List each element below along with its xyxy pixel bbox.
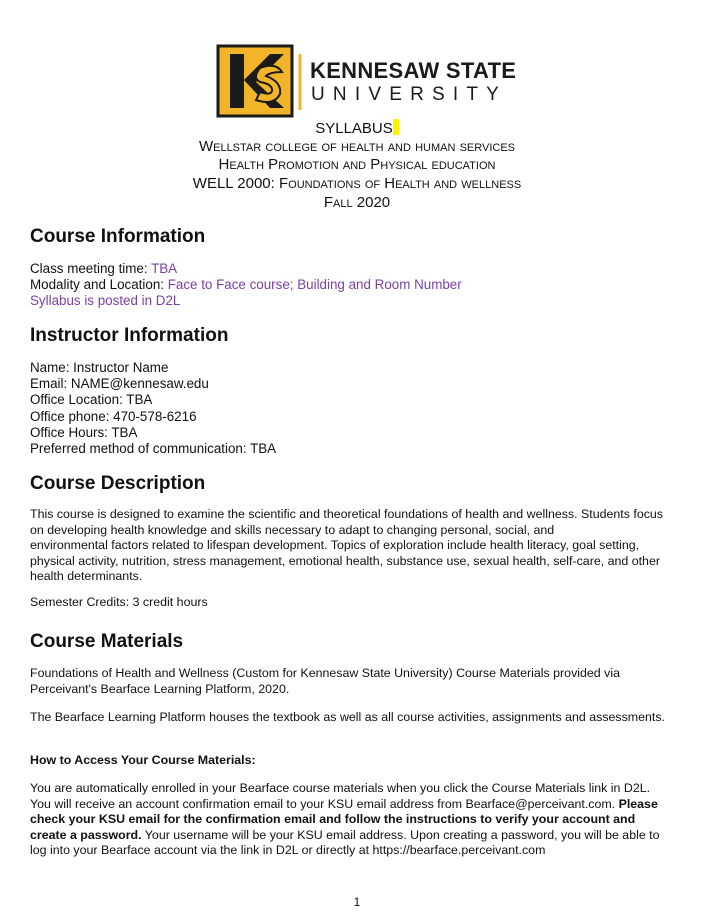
instructor-body [30,360,695,457]
course-info-heading: Course Information [30,226,206,247]
office-location: Office Location: TBA [30,392,153,408]
highlight-mark [393,119,399,135]
instructor-email: Email: NAME@kennesaw.edu [30,376,209,392]
preferred-communication: Preferred method of communication: TBA [30,441,277,457]
ksu-logo [216,44,517,118]
meeting-time: Class meeting time: TBA [30,261,178,276]
term: Fall 2020 [323,194,391,211]
college-name: Wellstar college of health and human services [198,138,516,155]
materials-heading: Course Materials [30,631,184,652]
course-title: WELL 2000: Foundations of Health and wellness [192,175,522,192]
materials-paragraph-2: The Bearface Learning Platform houses the textbook as well as all course activities, assignments and assessments. [30,710,665,724]
access-heading: How to Access Your Course Materials: [30,753,256,767]
logo-line1: KENNESAW STATE [310,58,517,83]
semester-credits: Semester Credits: 3 credit hours [30,595,208,609]
page-number: 1 [353,895,361,909]
materials-paragraph-1: Foundations of Health and Wellness (Custom for Kennesaw State University) Course Materials provided via Perceivant's Bearface Learning Platform, 2020. [30,666,620,696]
department-name: Health Promotion and Physical education [218,156,496,173]
instructor-heading: Instructor Information [30,325,229,346]
course-info-body [30,261,695,310]
logo-line2: UNIVERSITY [311,84,508,105]
access-instructions: You are automatically enrolled in your Bearface course materials when you click the Course Materials link in D2L. You will receive an account confirmation email to your KSU email address from Bearface@perceivant.com. Please check your KSU email for the confirmation email and follow the instructions to verify your account and create a password. Your username will be your KSU email address. Upon creating a password, you will be able to log into your Bearface account via the link in D2L or directly at https://bearface.perceivant.com [30,781,660,858]
instructor-name: Name: Instructor Name [30,360,169,375]
syllabus-note: Syllabus is posted in D2L [30,293,181,309]
modality: Modality and Location: Face to Face course; Building and Room Number [30,277,462,293]
office-hours: Office Hours: TBA [30,424,138,440]
syllabus-title: SYLLABUS [0,119,714,138]
description-body: This course is designed to examine the scientific and theoretical foundations of health and wellness. Students focus on developing health knowledge and skills necessary to adapt to changing personal, social, and environmental factors related to lifespan development. Topics of exploration include health literacy, goal setting, physical activity, nutrition, stress management, emotional health, substance use, sexual health, self-care, and other health determinants. [30,507,663,584]
office-phone: Office phone: 470-578-6216 [30,408,197,424]
description-heading: Course Description [30,473,206,494]
